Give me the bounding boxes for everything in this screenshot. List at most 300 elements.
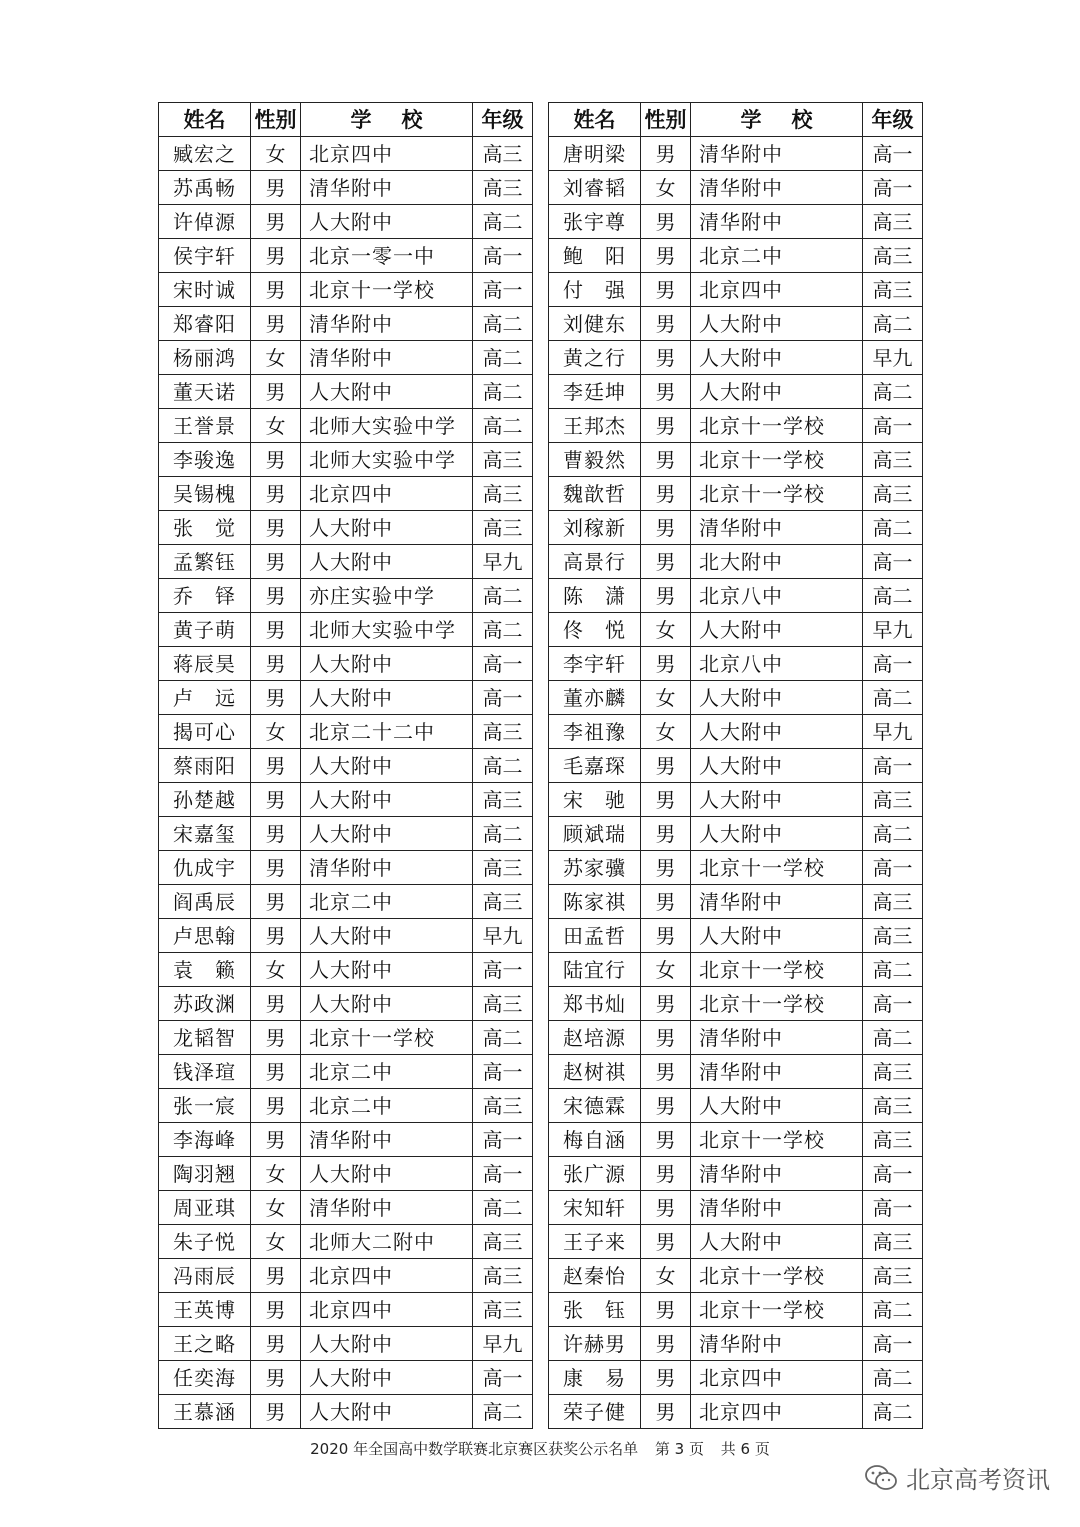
table-row — [549, 1361, 923, 1395]
cell-name: 毛嘉琛 — [549, 749, 641, 783]
cell-name: 田孟哲 — [549, 919, 641, 953]
cell-school: 亦庄实验中学 — [301, 579, 473, 613]
cell-gender: 男 — [641, 987, 691, 1021]
table-row — [159, 1157, 533, 1191]
table-row — [549, 1327, 923, 1361]
cell-grade: 高三 — [473, 987, 533, 1021]
cell-grade: 高一 — [473, 239, 533, 273]
cell-school: 人大附中 — [691, 307, 863, 341]
table-row — [159, 1021, 533, 1055]
cell-school: 人大附中 — [301, 953, 473, 987]
table-row — [159, 953, 533, 987]
cell-gender: 男 — [641, 1293, 691, 1327]
cell-school: 人大附中 — [691, 715, 863, 749]
cell-grade: 高二 — [863, 1021, 923, 1055]
table-row — [549, 783, 923, 817]
cell-grade: 高三 — [863, 1225, 923, 1259]
cell-gender: 男 — [641, 1157, 691, 1191]
cell-gender: 男 — [251, 375, 301, 409]
cell-name: 郑睿阳 — [159, 307, 251, 341]
cell-name: 陈家祺 — [549, 885, 641, 919]
cell-name: 苏禹畅 — [159, 171, 251, 205]
cell-grade: 高三 — [863, 1089, 923, 1123]
cell-school: 人大附中 — [301, 375, 473, 409]
cell-grade: 高一 — [863, 137, 923, 171]
table-row — [549, 1259, 923, 1293]
cell-name: 董天诺 — [159, 375, 251, 409]
cell-school: 北京二中 — [301, 885, 473, 919]
cell-grade: 高二 — [473, 817, 533, 851]
cell-grade: 高二 — [473, 1395, 533, 1429]
cell-school: 北京八中 — [691, 579, 863, 613]
cell-grade: 高二 — [473, 341, 533, 375]
cell-grade: 早九 — [863, 715, 923, 749]
table-row — [159, 1055, 533, 1089]
cell-school: 北京四中 — [691, 1395, 863, 1429]
cell-name: 顾斌瑞 — [549, 817, 641, 851]
cell-gender: 男 — [641, 205, 691, 239]
cell-name: 李廷坤 — [549, 375, 641, 409]
cell-gender: 男 — [641, 579, 691, 613]
cell-grade: 高二 — [863, 307, 923, 341]
cell-name: 赵秦怡 — [549, 1259, 641, 1293]
cell-grade: 高一 — [863, 1157, 923, 1191]
cell-grade: 高一 — [473, 953, 533, 987]
table-row — [159, 579, 533, 613]
cell-gender: 男 — [641, 477, 691, 511]
cell-name: 孟繁钰 — [159, 545, 251, 579]
cell-school: 人大附中 — [691, 919, 863, 953]
cell-grade: 高一 — [473, 1123, 533, 1157]
cell-gender: 男 — [251, 1293, 301, 1327]
cell-gender: 男 — [641, 851, 691, 885]
cell-name: 宋嘉玺 — [159, 817, 251, 851]
cell-grade: 高三 — [473, 1259, 533, 1293]
cell-name: 张 觉 — [159, 511, 251, 545]
cell-grade: 高二 — [473, 1191, 533, 1225]
cell-gender: 女 — [251, 1191, 301, 1225]
cell-gender: 男 — [251, 647, 301, 681]
cell-school: 人大附中 — [301, 749, 473, 783]
header-gender: 性别 — [251, 103, 301, 137]
cell-school: 人大附中 — [301, 1157, 473, 1191]
cell-gender: 男 — [251, 273, 301, 307]
cell-name: 蔡雨阳 — [159, 749, 251, 783]
footer-title: 2020 年全国高中数学联赛北京赛区获奖公示名单 — [310, 1440, 639, 1458]
cell-grade: 高一 — [473, 647, 533, 681]
table-row — [549, 1089, 923, 1123]
cell-gender: 男 — [641, 1395, 691, 1429]
cell-name: 吴锡槐 — [159, 477, 251, 511]
cell-school: 北京十一学校 — [691, 443, 863, 477]
cell-name: 李宇轩 — [549, 647, 641, 681]
cell-school: 人大附中 — [301, 817, 473, 851]
cell-school: 人大附中 — [301, 1327, 473, 1361]
table-row — [549, 545, 923, 579]
cell-grade: 早九 — [473, 1327, 533, 1361]
cell-name: 张 钰 — [549, 1293, 641, 1327]
table-row — [159, 1191, 533, 1225]
cell-name: 刘睿韬 — [549, 171, 641, 205]
cell-school: 人大附中 — [301, 1395, 473, 1429]
cell-grade: 高一 — [863, 647, 923, 681]
cell-school: 北京四中 — [691, 273, 863, 307]
table-row — [159, 647, 533, 681]
table-row — [159, 817, 533, 851]
table-row — [549, 239, 923, 273]
table-row — [159, 409, 533, 443]
cell-school: 北京二中 — [691, 239, 863, 273]
cell-gender: 女 — [251, 1225, 301, 1259]
cell-gender: 男 — [251, 1395, 301, 1429]
cell-grade: 高三 — [473, 885, 533, 919]
table-row — [159, 171, 533, 205]
cell-grade: 高一 — [863, 409, 923, 443]
cell-gender: 女 — [641, 681, 691, 715]
cell-gender: 男 — [641, 443, 691, 477]
cell-gender: 女 — [251, 953, 301, 987]
cell-school: 清华附中 — [691, 137, 863, 171]
cell-gender: 男 — [251, 1327, 301, 1361]
cell-grade: 高三 — [863, 1259, 923, 1293]
cell-school: 北京十一学校 — [691, 1123, 863, 1157]
cell-school: 北师大实验中学 — [301, 409, 473, 443]
cell-school: 北京十一学校 — [691, 851, 863, 885]
cell-name: 朱子悦 — [159, 1225, 251, 1259]
cell-grade: 高三 — [863, 239, 923, 273]
cell-gender: 男 — [251, 205, 301, 239]
cell-gender: 男 — [251, 1123, 301, 1157]
cell-gender: 男 — [251, 1361, 301, 1395]
cell-school: 北京四中 — [691, 1361, 863, 1395]
cell-grade: 高二 — [863, 1293, 923, 1327]
cell-school: 清华附中 — [301, 1123, 473, 1157]
table-row — [549, 511, 923, 545]
cell-name: 李骏逸 — [159, 443, 251, 477]
cell-name: 苏家骥 — [549, 851, 641, 885]
cell-grade: 高一 — [473, 273, 533, 307]
table-row — [159, 1123, 533, 1157]
cell-gender: 男 — [251, 1259, 301, 1293]
cell-name: 魏歆哲 — [549, 477, 641, 511]
cell-name: 侯宇轩 — [159, 239, 251, 273]
cell-school: 人大附中 — [301, 919, 473, 953]
cell-name: 杨丽鸿 — [159, 341, 251, 375]
cell-school: 北师大实验中学 — [301, 443, 473, 477]
table-row — [159, 783, 533, 817]
table-row — [549, 749, 923, 783]
cell-grade: 高一 — [473, 1361, 533, 1395]
cell-grade: 高三 — [863, 205, 923, 239]
cell-gender: 男 — [641, 273, 691, 307]
table-row — [159, 749, 533, 783]
table-row — [159, 341, 533, 375]
cell-grade: 高三 — [863, 885, 923, 919]
cell-name: 钱泽瑄 — [159, 1055, 251, 1089]
watermark-text: 北京高考资讯 — [906, 1466, 1050, 1494]
table-row — [549, 1157, 923, 1191]
cell-gender: 男 — [251, 239, 301, 273]
cell-school: 清华附中 — [301, 1191, 473, 1225]
cell-gender: 男 — [641, 239, 691, 273]
cell-gender: 男 — [641, 1361, 691, 1395]
cell-name: 卢思翰 — [159, 919, 251, 953]
cell-name: 付 强 — [549, 273, 641, 307]
cell-name: 乔 铎 — [159, 579, 251, 613]
cell-name: 袁 籁 — [159, 953, 251, 987]
cell-gender: 男 — [251, 919, 301, 953]
table-row — [159, 613, 533, 647]
cell-grade: 高三 — [863, 477, 923, 511]
award-table-right — [548, 102, 922, 1424]
cell-school: 清华附中 — [691, 1157, 863, 1191]
cell-gender: 男 — [641, 409, 691, 443]
table-row — [549, 375, 923, 409]
cell-grade: 高三 — [473, 477, 533, 511]
cell-gender: 男 — [641, 511, 691, 545]
cell-grade: 高一 — [863, 851, 923, 885]
cell-name: 刘健东 — [549, 307, 641, 341]
cell-name: 郑书灿 — [549, 987, 641, 1021]
cell-name: 许倬源 — [159, 205, 251, 239]
cell-name: 任奕海 — [159, 1361, 251, 1395]
cell-name: 黄子萌 — [159, 613, 251, 647]
table-row — [159, 1327, 533, 1361]
cell-school: 人大附中 — [301, 681, 473, 715]
cell-school: 清华附中 — [691, 1021, 863, 1055]
cell-grade: 高二 — [473, 307, 533, 341]
cell-school: 北京十一学校 — [691, 1259, 863, 1293]
cell-school: 北京十一学校 — [301, 273, 473, 307]
cell-gender: 男 — [251, 477, 301, 511]
table-row — [549, 715, 923, 749]
cell-gender: 女 — [641, 715, 691, 749]
cell-name: 王之略 — [159, 1327, 251, 1361]
cell-grade: 高二 — [863, 579, 923, 613]
cell-name: 王誉景 — [159, 409, 251, 443]
cell-school: 人大附中 — [691, 341, 863, 375]
cell-gender: 男 — [251, 545, 301, 579]
cell-gender: 男 — [251, 783, 301, 817]
cell-school: 人大附中 — [691, 681, 863, 715]
cell-grade: 高三 — [863, 1123, 923, 1157]
cell-grade: 高二 — [473, 205, 533, 239]
table-row — [549, 1123, 923, 1157]
cell-grade: 高一 — [473, 681, 533, 715]
cell-grade: 高三 — [473, 1225, 533, 1259]
table-row — [159, 1225, 533, 1259]
table-row — [159, 1089, 533, 1123]
header-name: 姓名 — [159, 103, 251, 137]
cell-gender: 男 — [251, 1089, 301, 1123]
cell-name: 卢 远 — [159, 681, 251, 715]
cell-grade: 高二 — [473, 579, 533, 613]
table-row — [549, 1293, 923, 1327]
cell-grade: 高二 — [473, 375, 533, 409]
table-row — [549, 205, 923, 239]
cell-grade: 高三 — [473, 851, 533, 885]
table-row — [159, 1361, 533, 1395]
award-table — [158, 102, 533, 1429]
cell-grade: 早九 — [473, 919, 533, 953]
cell-grade: 高二 — [863, 1395, 923, 1429]
cell-grade: 早九 — [863, 613, 923, 647]
header-school: 学校 — [301, 103, 473, 137]
cell-school: 北京二中 — [301, 1055, 473, 1089]
cell-grade: 高三 — [473, 783, 533, 817]
table-row — [549, 647, 923, 681]
cell-gender: 男 — [251, 307, 301, 341]
cell-school: 人大附中 — [301, 783, 473, 817]
footer-total: 共 6 页 — [720, 1440, 770, 1458]
cell-school: 北京十一学校 — [691, 409, 863, 443]
cell-school: 北师大实验中学 — [301, 613, 473, 647]
cell-gender: 男 — [251, 851, 301, 885]
header-gender: 性别 — [641, 103, 691, 137]
cell-grade: 高二 — [473, 613, 533, 647]
cell-gender: 男 — [641, 375, 691, 409]
cell-name: 王慕涵 — [159, 1395, 251, 1429]
cell-gender: 女 — [641, 1259, 691, 1293]
wechat-icon — [864, 1464, 898, 1492]
table-row — [159, 375, 533, 409]
cell-grade: 高二 — [473, 1021, 533, 1055]
cell-gender: 男 — [641, 1327, 691, 1361]
cell-grade: 高一 — [863, 171, 923, 205]
cell-gender: 男 — [251, 681, 301, 715]
cell-school: 清华附中 — [301, 341, 473, 375]
cell-school: 清华附中 — [691, 511, 863, 545]
cell-school: 清华附中 — [691, 1191, 863, 1225]
table-row — [159, 511, 533, 545]
cell-school: 人大附中 — [691, 375, 863, 409]
cell-grade: 高一 — [473, 1055, 533, 1089]
cell-grade: 高二 — [473, 409, 533, 443]
cell-gender: 女 — [251, 1157, 301, 1191]
cell-name: 冯雨辰 — [159, 1259, 251, 1293]
cell-name: 黄之行 — [549, 341, 641, 375]
table-row — [549, 817, 923, 851]
cell-grade: 高二 — [863, 817, 923, 851]
cell-gender: 男 — [641, 919, 691, 953]
cell-name: 康 易 — [549, 1361, 641, 1395]
cell-grade: 早九 — [473, 545, 533, 579]
cell-gender: 男 — [251, 1055, 301, 1089]
cell-school: 人大附中 — [691, 1225, 863, 1259]
cell-gender: 男 — [641, 307, 691, 341]
table-row — [159, 239, 533, 273]
cell-school: 北京二中 — [301, 1089, 473, 1123]
table-row — [159, 1395, 533, 1429]
table-row — [549, 681, 923, 715]
cell-school: 人大附中 — [301, 545, 473, 579]
cell-school: 北京四中 — [301, 477, 473, 511]
cell-gender: 女 — [641, 171, 691, 205]
cell-grade: 高二 — [863, 681, 923, 715]
page-footer — [0, 1438, 1080, 1459]
cell-school: 人大附中 — [301, 205, 473, 239]
cell-grade: 高三 — [473, 1293, 533, 1327]
cell-name: 王英博 — [159, 1293, 251, 1327]
cell-school: 北京八中 — [691, 647, 863, 681]
cell-school: 北京四中 — [301, 1259, 473, 1293]
cell-school: 清华附中 — [691, 1327, 863, 1361]
cell-gender: 男 — [641, 1225, 691, 1259]
table-row — [159, 885, 533, 919]
cell-name: 蒋辰昊 — [159, 647, 251, 681]
table-row — [549, 477, 923, 511]
cell-gender: 女 — [251, 341, 301, 375]
cell-grade: 高三 — [863, 783, 923, 817]
cell-name: 宋知轩 — [549, 1191, 641, 1225]
cell-gender: 男 — [251, 987, 301, 1021]
table-row — [549, 953, 923, 987]
cell-name: 董亦麟 — [549, 681, 641, 715]
cell-gender: 男 — [251, 817, 301, 851]
cell-grade: 高三 — [473, 443, 533, 477]
cell-grade: 高二 — [863, 511, 923, 545]
cell-grade: 高一 — [473, 1157, 533, 1191]
header-grade: 年级 — [863, 103, 923, 137]
table-row — [159, 477, 533, 511]
cell-grade: 高三 — [473, 715, 533, 749]
award-table — [548, 102, 923, 1429]
cell-name: 宋 驰 — [549, 783, 641, 817]
cell-gender: 男 — [641, 1123, 691, 1157]
cell-gender: 男 — [251, 443, 301, 477]
award-list-sheet — [158, 102, 922, 1424]
cell-school: 北京十一学校 — [691, 477, 863, 511]
cell-grade: 高三 — [863, 919, 923, 953]
cell-grade: 高二 — [863, 953, 923, 987]
cell-name: 臧宏之 — [159, 137, 251, 171]
cell-grade: 高一 — [863, 1191, 923, 1225]
table-row — [159, 919, 533, 953]
cell-name: 许赫男 — [549, 1327, 641, 1361]
cell-school: 人大附中 — [301, 511, 473, 545]
cell-gender: 男 — [641, 647, 691, 681]
cell-school: 清华附中 — [301, 307, 473, 341]
cell-grade: 高三 — [473, 511, 533, 545]
cell-name: 刘稼新 — [549, 511, 641, 545]
cell-gender: 男 — [251, 1021, 301, 1055]
table-row — [549, 443, 923, 477]
cell-school: 清华附中 — [691, 1055, 863, 1089]
table-row — [549, 579, 923, 613]
cell-gender: 女 — [251, 715, 301, 749]
watermark — [864, 1460, 1050, 1495]
cell-name: 仇成宇 — [159, 851, 251, 885]
cell-name: 赵树祺 — [549, 1055, 641, 1089]
table-row — [159, 545, 533, 579]
cell-name: 陶羽翘 — [159, 1157, 251, 1191]
cell-school: 清华附中 — [301, 171, 473, 205]
cell-name: 高景行 — [549, 545, 641, 579]
cell-name: 苏政渊 — [159, 987, 251, 1021]
table-row — [549, 919, 923, 953]
table-row — [549, 885, 923, 919]
cell-school: 人大附中 — [301, 1361, 473, 1395]
cell-school: 北京一零一中 — [301, 239, 473, 273]
cell-name: 陆宜行 — [549, 953, 641, 987]
cell-name: 张宇尊 — [549, 205, 641, 239]
award-table-left — [158, 102, 532, 1424]
cell-school: 北大附中 — [691, 545, 863, 579]
cell-gender: 男 — [641, 817, 691, 851]
cell-grade: 高一 — [863, 749, 923, 783]
cell-name: 赵培源 — [549, 1021, 641, 1055]
cell-name: 鲍 阳 — [549, 239, 641, 273]
